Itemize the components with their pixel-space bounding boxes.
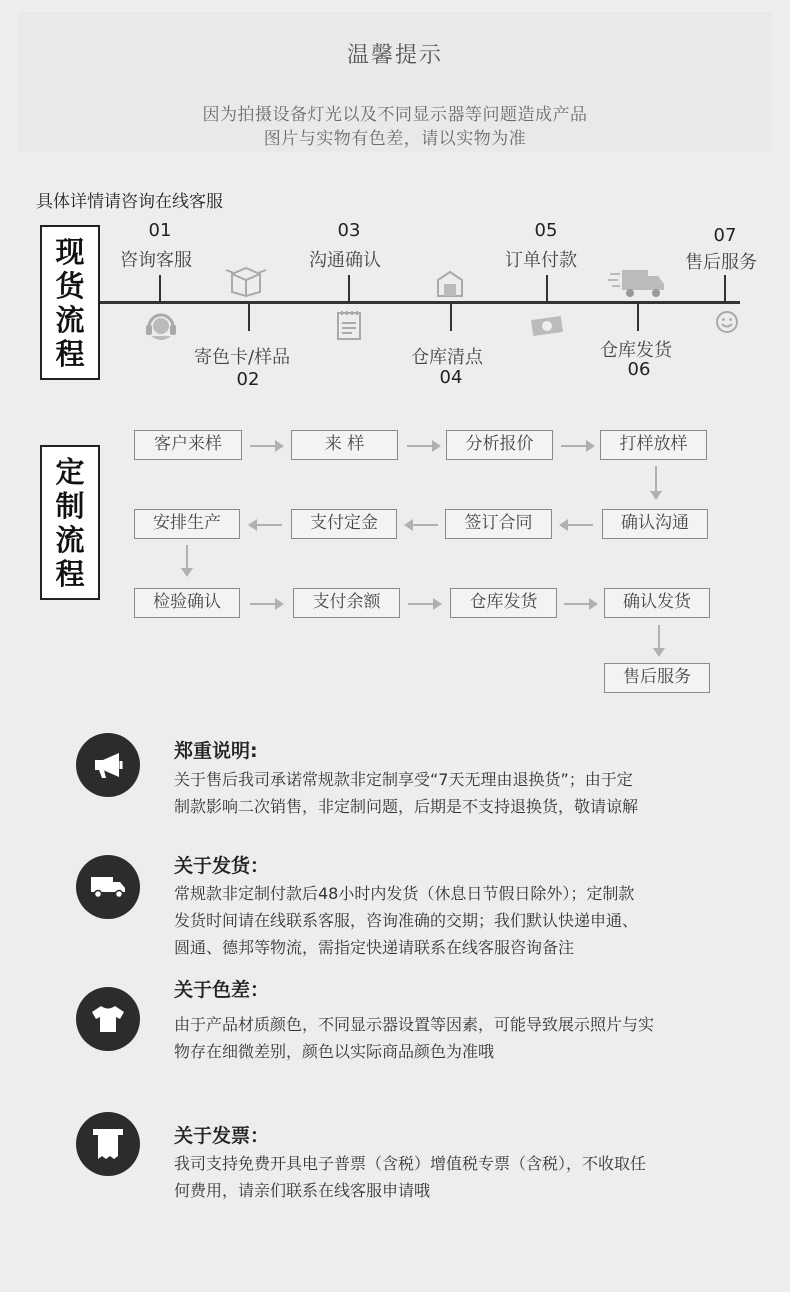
- step-02-tick: [248, 304, 250, 331]
- truck-icon: [76, 855, 140, 919]
- stock-flow-title: [40, 225, 100, 380]
- info-body: [174, 1150, 734, 1204]
- step-06-label: 仓库发货: [600, 340, 672, 361]
- step-07-number: 07: [713, 225, 737, 246]
- smile-icon: [715, 310, 739, 338]
- step-02-label: 寄色卡/样品: [194, 347, 291, 368]
- info-line: 圆通、德邦等物流，需指定快递请联系在线客服咨询备注: [174, 938, 575, 957]
- custom-flow-title-char: 流: [55, 522, 85, 557]
- info-body: [174, 880, 734, 961]
- info-line: 由于产品材质颜色，不同显示器设置等因素，可能导致展示照片与实: [174, 1015, 655, 1034]
- flow-step: 来 样: [291, 430, 398, 460]
- info-title: 关于发货：: [174, 855, 270, 877]
- headset-icon: [142, 308, 180, 348]
- info-line: 我司支持免费开具电子普票（含税）增值税专票（含税），不收取任: [174, 1154, 647, 1173]
- step-05-label: 订单付款: [505, 250, 577, 271]
- arrow-down: [186, 545, 188, 575]
- arrow-left: [406, 524, 438, 526]
- notice-line-2: 图片与实物有色差，请以实物为准: [263, 129, 527, 149]
- arrow-right: [408, 603, 440, 605]
- step-01-label: 咨询客服: [120, 250, 192, 271]
- step-01-number: 01: [148, 220, 172, 241]
- notice-title: 温馨提示: [346, 43, 443, 68]
- consult-hint: 具体详情请咨询在线客服: [36, 192, 223, 212]
- info-body: [174, 1011, 734, 1065]
- step-05-number: 05: [534, 220, 558, 241]
- box-icon: [224, 264, 268, 302]
- arrow-right: [250, 445, 282, 447]
- flow-step: 签订合同: [445, 509, 552, 539]
- step-06-tick: [637, 304, 639, 331]
- custom-flow-title-char: 程: [55, 556, 85, 591]
- receipt-icon: [76, 1112, 140, 1176]
- step-07-tick: [724, 275, 726, 302]
- flow-step: 客户来样: [134, 430, 242, 460]
- flow-step: 售后服务: [604, 663, 710, 693]
- truck-icon: [608, 266, 666, 304]
- flow-step: 支付余额: [293, 588, 400, 618]
- flow-step: 分析报价: [446, 430, 553, 460]
- flow-step: 确认沟通: [602, 509, 708, 539]
- info-title: 郑重说明:: [174, 740, 258, 762]
- megaphone-icon: [76, 733, 140, 797]
- step-04-tick: [450, 304, 452, 331]
- custom-flow-title-char: 制: [55, 488, 85, 523]
- step-07-label: 售后服务: [685, 252, 757, 273]
- flow-step: 确认发货: [604, 588, 710, 618]
- flow-step: 安排生产: [134, 509, 240, 539]
- notice-line-1: 因为拍摄设备灯光以及不同显示器等问题造成产品: [202, 105, 588, 125]
- notice-panel: [18, 12, 772, 152]
- step-04-label: 仓库清点: [411, 347, 483, 368]
- cash-icon: [530, 312, 566, 342]
- step-06-number: 06: [627, 359, 651, 380]
- stock-flow-title-char: 货: [55, 268, 85, 303]
- info-title: 关于发票：: [174, 1125, 270, 1147]
- info-line: 常规款非定制付款后48小时内发货（休息日节假日除外）；定制款: [174, 884, 635, 903]
- flow-step: 检验确认: [134, 588, 240, 618]
- custom-flow-title: [40, 445, 100, 600]
- custom-flow-title-char: 定: [55, 454, 85, 489]
- step-04-number: 04: [439, 367, 463, 388]
- arrow-left: [250, 524, 282, 526]
- arrow-down: [658, 625, 660, 655]
- stock-flow-title-char: 程: [55, 336, 85, 371]
- info-title: 关于色差：: [174, 979, 270, 1001]
- flow-step: 打样放样: [600, 430, 707, 460]
- step-03-label: 沟通确认: [309, 250, 381, 271]
- arrow-right: [407, 445, 439, 447]
- step-01-tick: [159, 275, 161, 302]
- info-line: 发货时间请在线联系客服，咨询准确的交期；我们默认快递申通、: [174, 911, 639, 930]
- flow-step: 支付定金: [291, 509, 397, 539]
- warehouse-icon: [434, 268, 466, 304]
- step-02-number: 02: [236, 369, 260, 390]
- tshirt-icon: [76, 987, 140, 1051]
- info-line: 关于售后我司承诺常规款非定制享受“7天无理由退换货”；由于定: [174, 770, 633, 789]
- step-03-number: 03: [337, 220, 361, 241]
- arrow-right: [561, 445, 593, 447]
- info-body: [174, 766, 734, 820]
- arrow-right: [250, 603, 282, 605]
- info-line: 制款影响二次销售，非定制问题，后期是不支持退换货，敬请谅解: [174, 797, 639, 816]
- arrow-left: [561, 524, 593, 526]
- info-line: 何费用，请亲们联系在线客服申请哦: [174, 1181, 431, 1200]
- arrow-right: [564, 603, 596, 605]
- step-03-tick: [348, 275, 350, 302]
- notepad-icon: [334, 309, 364, 345]
- stock-flow-title-char: 流: [55, 302, 85, 337]
- arrow-down: [655, 466, 657, 498]
- info-line: 物存在细微差别，颜色以实际商品颜色为准哦: [174, 1042, 495, 1061]
- step-05-tick: [546, 275, 548, 302]
- flow-step: 仓库发货: [450, 588, 557, 618]
- stock-flow-title-char: 现: [55, 234, 85, 269]
